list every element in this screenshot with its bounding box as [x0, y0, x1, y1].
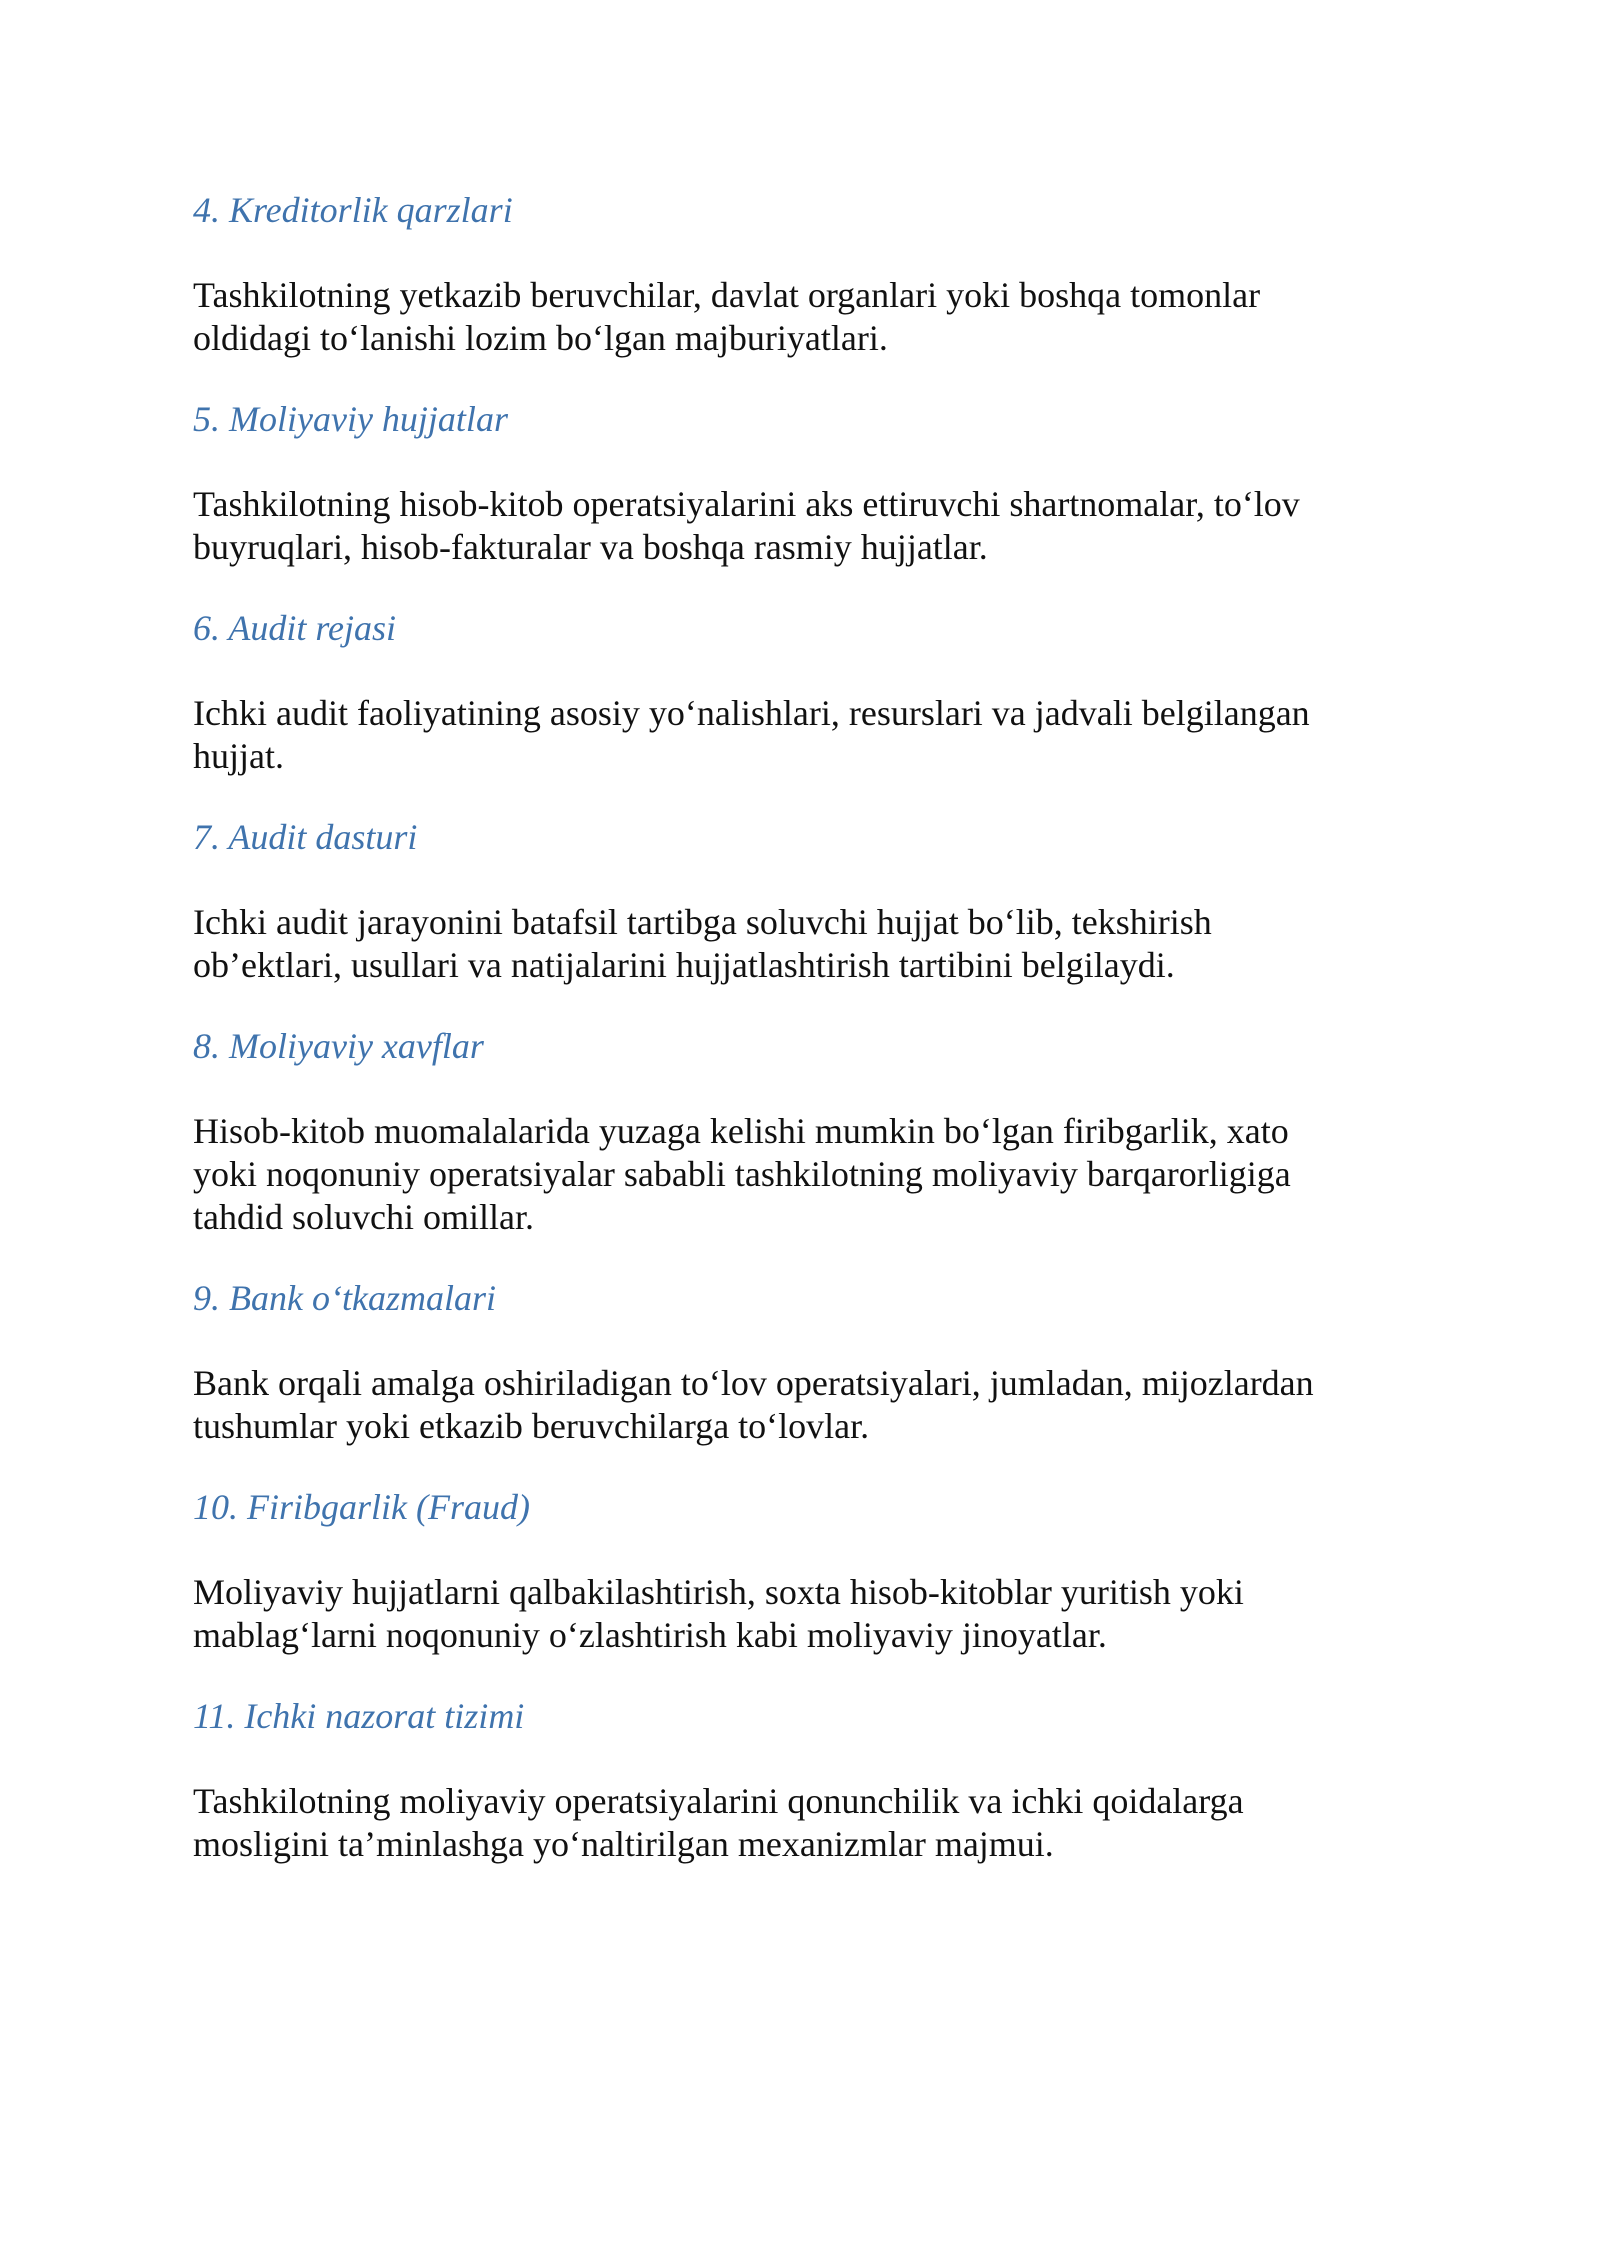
section-heading: 9. Bank o‘tkazmalari [193, 1278, 496, 1318]
body-line: mosligini ta’minlashga yo‘naltirilgan mexanizmlar majmui. [193, 1824, 1054, 1864]
body-line: Tashkilotning moliyaviy operatsiyalarini qonunchilik va ichki qoidalarga [193, 1781, 1244, 1821]
body-line: Ichki audit faoliyatining asosiy yo‘nalishlari, resurslari va jadvali belgilangan [193, 693, 1310, 733]
section-body [193, 1780, 1413, 1866]
body-line: buyruqlari, hisob-fakturalar va boshqa rasmiy hujjatlar. [193, 527, 988, 567]
body-line: tahdid soluvchi omillar. [193, 1197, 534, 1237]
body-line: Ichki audit jarayonini batafsil tartibga soluvchi hujjat bo‘lib, tekshirish [193, 902, 1212, 942]
body-line: hujjat. [193, 736, 284, 776]
body-line: Tashkilotning hisob-kitob operatsiyalarini aks ettiruvchi shartnomalar, to‘lov [193, 484, 1300, 524]
section-body [193, 901, 1413, 987]
section-body [193, 1362, 1413, 1448]
section-8 [193, 1024, 1413, 1239]
section-body [193, 1110, 1413, 1239]
section-heading: 8. Moliyaviy xavflar [193, 1026, 484, 1066]
body-line: Moliyaviy hujjatlarni qalbakilashtirish, soxta hisob-kitoblar yuritish yoki [193, 1572, 1244, 1612]
section-body [193, 274, 1413, 360]
section-10 [193, 1485, 1413, 1657]
section-heading: 7. Audit dasturi [193, 817, 418, 857]
section-body [193, 692, 1413, 778]
section-9 [193, 1276, 1413, 1448]
body-line: Hisob-kitob muomalalarida yuzaga kelishi mumkin bo‘lgan firibgarlik, xato [193, 1111, 1289, 1151]
section-7 [193, 815, 1413, 987]
body-line: Bank orqali amalga oshiriladigan to‘lov operatsiyalari, jumladan, mijozlardan [193, 1363, 1314, 1403]
body-line: tushumlar yoki etkazib beruvchilarga to‘lovlar. [193, 1406, 870, 1446]
section-heading: 10. Firibgarlik (Fraud) [193, 1487, 530, 1527]
body-line: oldidagi to‘lanishi lozim bo‘lgan majburiyatlari. [193, 318, 888, 358]
section-body [193, 1571, 1413, 1657]
section-heading: 11. Ichki nazorat tizimi [193, 1696, 525, 1736]
section-heading: 5. Moliyaviy hujjatlar [193, 399, 508, 439]
section-11 [193, 1694, 1413, 1866]
body-line: mablag‘larni noqonuniy o‘zlashtirish kabi moliyaviy jinoyatlar. [193, 1615, 1107, 1655]
section-heading: 4. Kreditorlik qarzlari [193, 190, 513, 230]
body-line: Tashkilotning yetkazib beruvchilar, davlat organlari yoki boshqa tomonlar [193, 275, 1261, 315]
section-6 [193, 606, 1413, 778]
section-4 [193, 188, 1413, 360]
document-content [193, 188, 1413, 1903]
section-body [193, 483, 1413, 569]
body-line: ob’ektlari, usullari va natijalarini hujjatlashtirish tartibini belgilaydi. [193, 945, 1175, 985]
section-heading: 6. Audit rejasi [193, 608, 397, 648]
body-line: yoki noqonuniy operatsiyalar sababli tashkilotning moliyaviy barqarorligiga [193, 1154, 1291, 1194]
section-5 [193, 397, 1413, 569]
